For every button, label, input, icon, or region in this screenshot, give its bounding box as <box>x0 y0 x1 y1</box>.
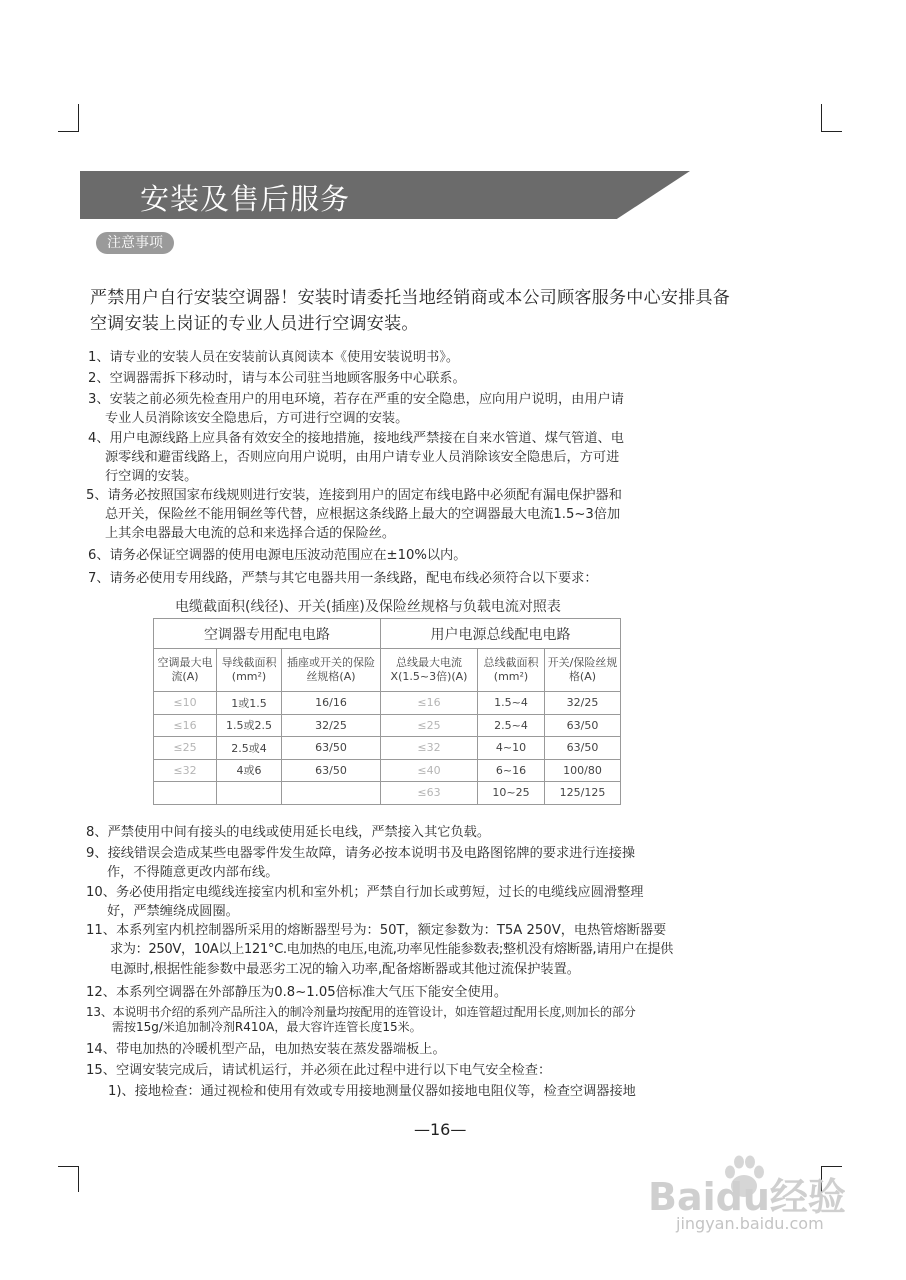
table-cell: 63/50 <box>545 737 621 760</box>
table-cell: 10~25 <box>478 782 545 805</box>
wiring-spec-table <box>153 618 621 805</box>
table-row <box>154 714 621 737</box>
table-cell: 2.5~4 <box>478 714 545 737</box>
item-line: 15、空调安装完成后，请试机运行，并必须在此过程中进行以下电气安全检查： <box>86 1063 552 1078</box>
item-line: 好，严禁缠绕成圆圈。 <box>107 904 239 919</box>
table-cell: ≤32 <box>154 759 217 782</box>
crop-mark-top-right-v <box>821 104 822 132</box>
item-line: 源零线和避雷线路上，否则应向用户说明，由用户请专业人员消除该安全隐患后，方可进 <box>105 450 620 465</box>
table-column-header: 开关/保险丝规格(A) <box>545 649 621 692</box>
intro-line: 严禁用户自行安装空调器！安装时请委托当地经销商或本公司顾客服务中心安排具备 <box>90 288 731 308</box>
table-cell: 32/25 <box>282 714 381 737</box>
table-cell: 63/50 <box>282 737 381 760</box>
table-column-header: 总线最大电流X(1.5~3倍)(A) <box>381 649 478 692</box>
table-cell: 32/25 <box>545 692 621 715</box>
table-cell: 4~10 <box>478 737 545 760</box>
table-cell: 125/125 <box>545 782 621 805</box>
item-line: 行空调的安装。 <box>105 469 198 484</box>
table-cell: 63/50 <box>282 759 381 782</box>
item-line: 1、请专业的安装人员在安装前认真阅读本《使用安装说明书》。 <box>88 350 460 365</box>
item-line: 11、本系列室内机控制器所采用的熔断器型号为：50T，额定参数为：T5A 250V，电热管熔断器要 <box>86 923 667 938</box>
item-line: 专业人员消除该安全隐患后，方可进行空调的安装。 <box>105 411 409 426</box>
item-line: 求为：250V，10A以上121°C.电加热的电压,电流,功率见性能参数表;整机没有熔断器,请用户在提供 <box>110 942 673 957</box>
table-row <box>154 737 621 760</box>
crop-mark-top-left-v <box>78 104 79 132</box>
table-cell: 1.5~4 <box>478 692 545 715</box>
table-cell: ≤40 <box>381 759 478 782</box>
table-cell: 100/80 <box>545 759 621 782</box>
item-line: 电源时,根据性能参数中最恶劣工况的输入功率,配备熔断器或其他过流保护装置。 <box>110 962 580 977</box>
table-caption: 电缆截面积(线径)、开关(插座)及保险丝规格与负载电流对照表 <box>175 599 561 615</box>
item-line: 1)、接地检查：通过视检和使用有效或专用接地测量仪器如接地电阻仪等，检查空调器接地 <box>108 1084 636 1099</box>
item-line: 5、请务必按照国家布线规则进行安装，连接到用户的固定布线电路中必须配有漏电保护器和 <box>86 488 622 503</box>
table-column-header: 总线截面积(mm²) <box>478 649 545 692</box>
page-number: —16— <box>414 1120 467 1139</box>
table-cell: 63/50 <box>545 714 621 737</box>
table-cell: ≤16 <box>381 692 478 715</box>
crop-mark-bottom-left-h <box>58 1166 79 1167</box>
table-cell: ≤25 <box>381 714 478 737</box>
notice-badge: 注意事项 <box>96 232 174 254</box>
item-line: 4、用户电源线路上应具备有效安全的接地措施，接地线严禁接在自来水管道、煤气管道、电 <box>88 431 624 446</box>
item-line: 7、请务必使用专用线路，严禁与其它电器共用一条线路，配电布线必须符合以下要求： <box>88 571 598 586</box>
watermark-url: jingyan.baidu.com <box>676 1214 824 1233</box>
table-column-header: 插座或开关的保险丝规格(A) <box>282 649 381 692</box>
table-cell: 16/16 <box>282 692 381 715</box>
item-line: 9、接线错误会造成某些电器零件发生故障，请务必按本说明书及电路图铭牌的要求进行连接操 <box>86 846 636 861</box>
crop-mark-top-right-h <box>821 131 842 132</box>
item-line: 上其余电器最大电流的总和来选择合适的保险丝。 <box>105 526 396 541</box>
item-line: 10、务必使用指定电缆线连接室内机和室外机；严禁自行加长或剪短，过长的电缆线应圆滑整理 <box>86 885 644 900</box>
table-group-header: 用户电源总线配电电路 <box>381 619 621 649</box>
item-line: 作，不得随意更改内部布线。 <box>107 865 279 880</box>
item-line: 6、请务必保证空调器的使用电源电压波动范围应在±10%以内。 <box>88 548 467 563</box>
table-cell: ≤10 <box>154 692 217 715</box>
table-row <box>154 692 621 715</box>
item-line: 8、严禁使用中间有接头的电线或使用延长电线，严禁接入其它负载。 <box>86 825 491 840</box>
table-row <box>154 782 621 805</box>
table-cell <box>154 782 217 805</box>
item-line: 13、本说明书介绍的系列产品所注入的制冷剂量均按配用的连管设计，如连管超过配用长度,则加长的部分 <box>86 1005 636 1019</box>
crop-mark-top-left-h <box>58 131 79 132</box>
watermark-brand: Baidu经验 <box>648 1175 846 1219</box>
table-column-header: 导线截面积(mm²) <box>217 649 282 692</box>
crop-mark-bottom-left-v <box>78 1166 79 1192</box>
intro-line: 空调安装上岗证的专业人员进行空调安装。 <box>90 314 419 334</box>
table-cell <box>282 782 381 805</box>
table-cell: 6~16 <box>478 759 545 782</box>
table-cell: ≤25 <box>154 737 217 760</box>
item-line: 14、带电加热的冷暖机型产品，电加热安装在蒸发器端板上。 <box>86 1042 446 1057</box>
table-row <box>154 759 621 782</box>
table-cell: ≤32 <box>381 737 478 760</box>
item-line: 3、安装之前必须先检查用户的用电环境，若存在严重的安全隐患，应向用户说明，由用户请 <box>88 392 624 407</box>
table-cell: ≤63 <box>381 782 478 805</box>
table-cell <box>217 782 282 805</box>
item-line: 总开关，保险丝不能用铜丝等代替，应根据这条线路上最大的空调器最大电流1.5~3倍加 <box>105 507 621 522</box>
table-cell: 4或6 <box>217 759 282 782</box>
table-cell: ≤16 <box>154 714 217 737</box>
table-group-header: 空调器专用配电电路 <box>154 619 381 649</box>
table-column-header: 空调最大电流(A) <box>154 649 217 692</box>
table-cell: 2.5或4 <box>217 737 282 760</box>
item-line: 2、空调器需拆下移动时，请与本公司驻当地顾客服务中心联系。 <box>88 371 466 386</box>
table-cell: 1或1.5 <box>217 692 282 715</box>
item-line: 需按15g/米追加制冷剂R410A，最大容许连管长度15米。 <box>112 1020 422 1034</box>
page-title: 安装及售后服务 <box>140 182 351 216</box>
table-cell: 1.5或2.5 <box>217 714 282 737</box>
item-line: 12、本系列空调器在外部静压为0.8~1.05倍标准大气压下能安全使用。 <box>86 985 508 1000</box>
